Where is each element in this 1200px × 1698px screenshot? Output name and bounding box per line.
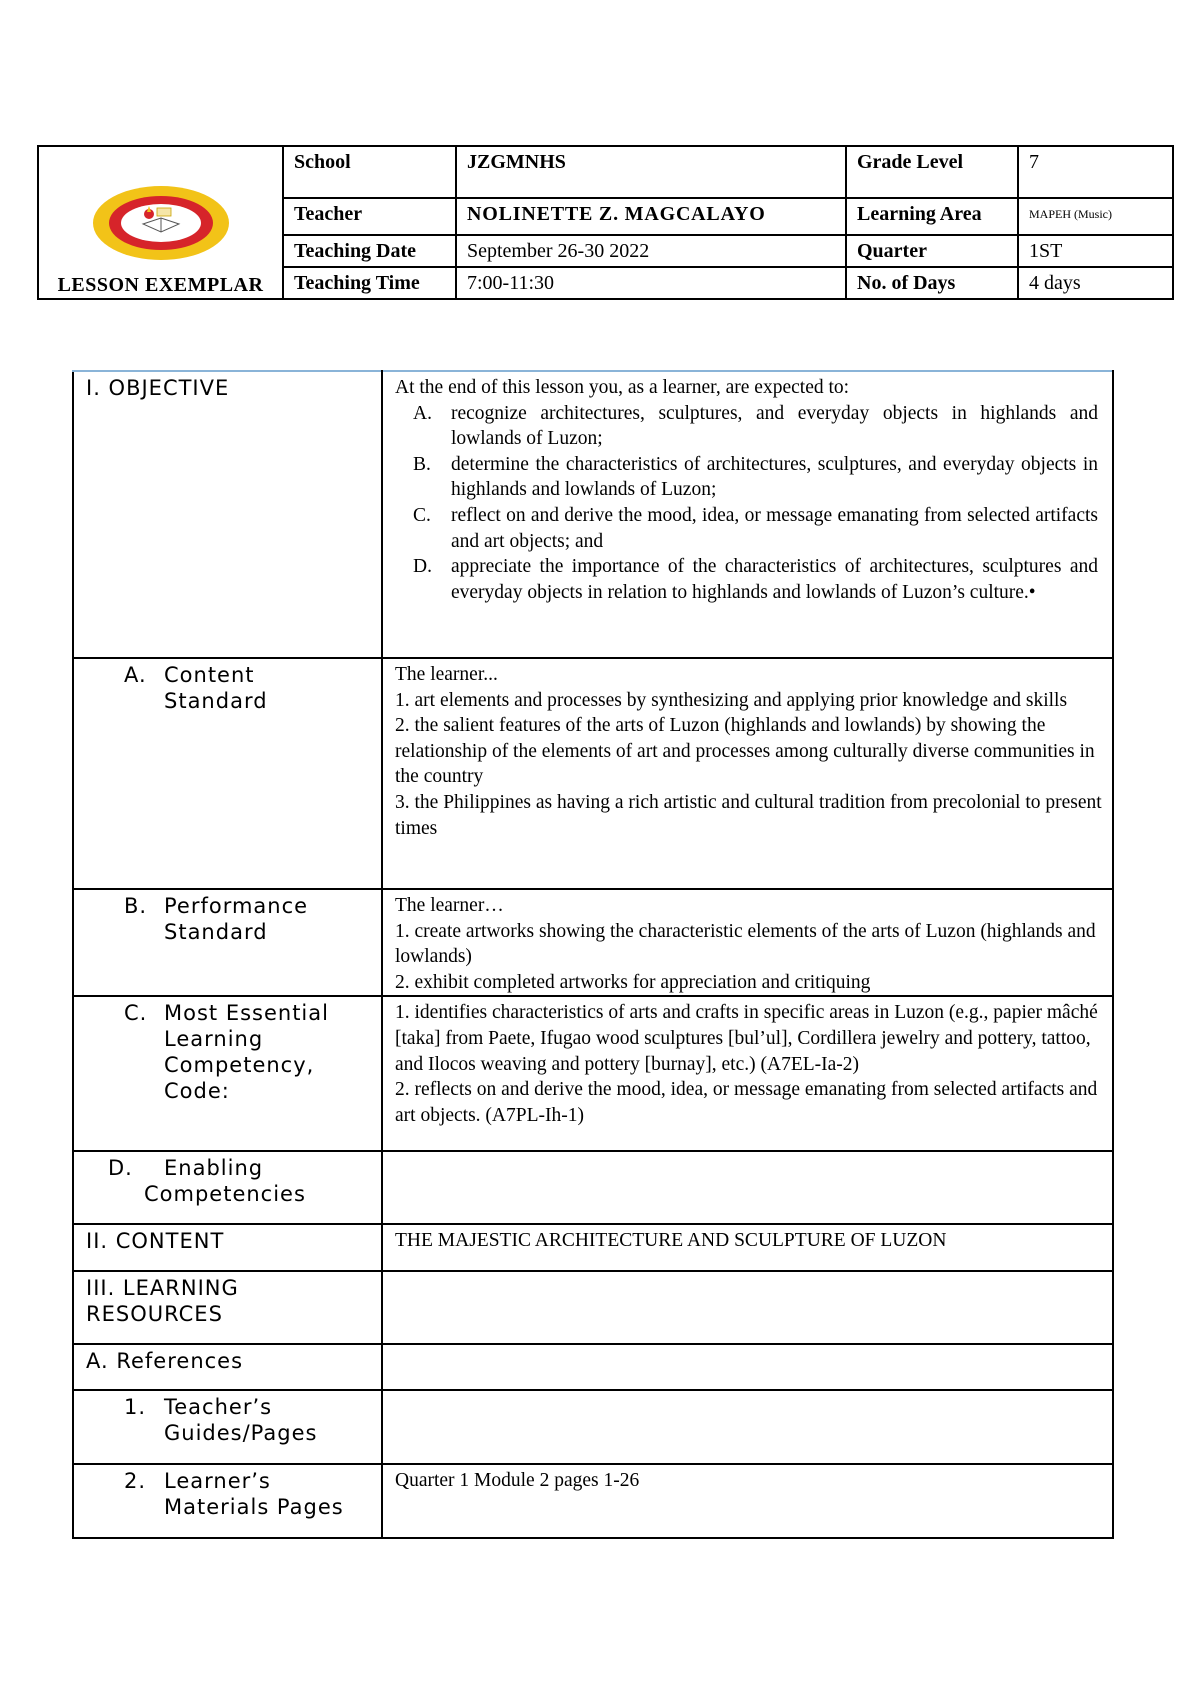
grade-label: Grade Level xyxy=(846,146,1018,198)
teacher-label: Teacher xyxy=(283,198,456,235)
melc-line: 2. reflects on and derive the mood, idea, or message emanating from selected artifacts and art objects. (A7PL-Ih-1) xyxy=(395,1079,1098,1126)
learner-materials-label-cell xyxy=(73,1464,382,1538)
objective-item-letter: C. xyxy=(413,504,431,526)
teacher-guides-label: Teacher’s Guides/Pages xyxy=(164,1395,318,1446)
enabling-value xyxy=(382,1151,1113,1224)
objective-item xyxy=(395,503,1102,554)
learner-materials-value: Quarter 1 Module 2 pages 1-26 xyxy=(382,1464,1113,1538)
learner-materials-row xyxy=(73,1464,1113,1538)
melc-label-cell xyxy=(73,996,382,1151)
melc-content xyxy=(382,996,1113,1151)
school-label: School xyxy=(283,146,456,198)
objective-label: I. OBJECTIVE xyxy=(73,371,382,658)
enabling-label-cell xyxy=(73,1151,382,1224)
content-standard-label-cell xyxy=(73,658,382,889)
melc-label: Most Essential Learning Competency, Code: xyxy=(164,1001,329,1104)
references-row xyxy=(73,1344,1113,1390)
content-standard-line: 2. the salient features of the arts of Luzon (highlands and lowlands) by showing the relationship of the elements of art and processes among culturally diverse communities in the country xyxy=(395,715,1095,788)
content-label: II. CONTENT xyxy=(73,1224,382,1271)
performance-standard-line: 2. exhibit completed artworks for appreciation and critiquing xyxy=(395,971,871,993)
content-value: THE MAJESTIC ARCHITECTURE AND SCULPTURE OF LUZON xyxy=(382,1224,1113,1271)
references-value xyxy=(382,1344,1113,1390)
teacher-value: NOLINETTE Z. MAGCALAYO xyxy=(456,198,846,235)
learner-materials-num: 2. xyxy=(124,1469,147,1494)
date-label: Teaching Date xyxy=(283,235,456,267)
objective-item-letter: B. xyxy=(413,453,431,475)
performance-standard-line: 1. create artworks showing the characteristic elements of the arts of Luzon (highlands and lowlands) xyxy=(395,920,1096,968)
objective-row xyxy=(73,371,1113,658)
enabling-label: Enabling Competencies xyxy=(144,1156,306,1207)
teacher-guides-value xyxy=(382,1390,1113,1464)
objective-item xyxy=(395,452,1102,503)
performance-standard-content xyxy=(382,889,1113,996)
performance-standard-label-cell xyxy=(73,889,382,996)
content-standard-line: The learner... xyxy=(395,664,498,685)
performance-standard-row xyxy=(73,889,1113,996)
objective-item-letter: A. xyxy=(413,402,432,424)
objective-item xyxy=(395,401,1102,452)
content-standard-label: Content Standard xyxy=(164,663,268,713)
objective-item-text: reflect on and derive the mood, idea, or message emanating from selected artifacts and art objects; and xyxy=(451,504,1098,552)
grade-value: 7 xyxy=(1018,146,1173,198)
objective-item-text: recognize architectures, sculptures, and everyday objects in highlands and lowlands of Luzon; xyxy=(451,402,1098,450)
references-label: A. References xyxy=(73,1344,382,1390)
school-seal-logo-icon xyxy=(91,184,231,262)
content-standard-line: 1. art elements and processes by synthesizing and applying prior knowledge and skills xyxy=(395,689,1068,711)
content-standard-line: 3. the Philippines as having a rich artistic and cultural tradition from precolonial to present times xyxy=(395,791,1102,839)
objective-item-letter: D. xyxy=(413,556,432,578)
learner-materials-label: Learner’s Materials Pages xyxy=(164,1469,344,1520)
content-standard-row xyxy=(73,658,1113,889)
logo-cell xyxy=(38,146,283,299)
objective-content xyxy=(382,371,1113,658)
days-label: No. of Days xyxy=(846,267,1018,299)
lesson-table xyxy=(72,370,1114,1539)
area-value: MAPEH (Music) xyxy=(1018,198,1173,235)
enabling-row xyxy=(73,1151,1113,1224)
performance-standard-label: Performance Standard xyxy=(164,894,309,944)
objective-item-text: appreciate the importance of the characteristics of architectures, sculptures and everyday objects in relation to highlands and lowlands of Luzon’s culture.• xyxy=(451,556,1098,603)
resources-label: III. LEARNING RESOURCES xyxy=(73,1271,382,1344)
quarter-label: Quarter xyxy=(846,235,1018,267)
performance-standard-letter: B. xyxy=(124,894,148,918)
content-standard-letter: A. xyxy=(124,663,147,687)
melc-row xyxy=(73,996,1113,1151)
area-label: Learning Area xyxy=(846,198,1018,235)
teacher-guides-num: 1. xyxy=(124,1395,147,1420)
school-value: JZGMNHS xyxy=(456,146,846,198)
melc-letter: C. xyxy=(124,1001,148,1026)
content-standard-content xyxy=(382,658,1113,889)
resources-row xyxy=(73,1271,1113,1344)
content-row xyxy=(73,1224,1113,1271)
performance-standard-line: The learner… xyxy=(395,895,504,916)
melc-line: 1. identifies characteristics of arts and crafts in specific areas in Luzon (e.g., papier mâché [taka] from Paete, Ifugao wood sculptures [bul’ul], Cordillera jewelry and pottery, tattoo, and Ilocos weaving and pottery [burnay], etc.) (A7EL-Ia-2) xyxy=(395,1002,1098,1075)
objective-list xyxy=(395,401,1102,606)
objective-item xyxy=(395,554,1102,605)
time-value: 7:00-11:30 xyxy=(456,267,846,299)
enabling-letter: D. xyxy=(108,1156,133,1181)
teacher-guides-label-cell xyxy=(73,1390,382,1464)
days-value: 4 days xyxy=(1018,267,1173,299)
teacher-guides-row xyxy=(73,1390,1113,1464)
doc-title: LESSON EXEMPLAR xyxy=(57,274,264,296)
quarter-value: 1ST xyxy=(1018,235,1173,267)
objective-intro: At the end of this lesson you, as a learner, are expected to: xyxy=(395,377,850,398)
objective-item-text: determine the characteristics of architectures, sculptures, and everyday objects in highlands and lowlands of Luzon; xyxy=(451,453,1098,501)
date-value: September 26-30 2022 xyxy=(456,235,846,267)
resources-value xyxy=(382,1271,1113,1344)
time-label: Teaching Time xyxy=(283,267,456,299)
header-table xyxy=(37,145,1174,300)
